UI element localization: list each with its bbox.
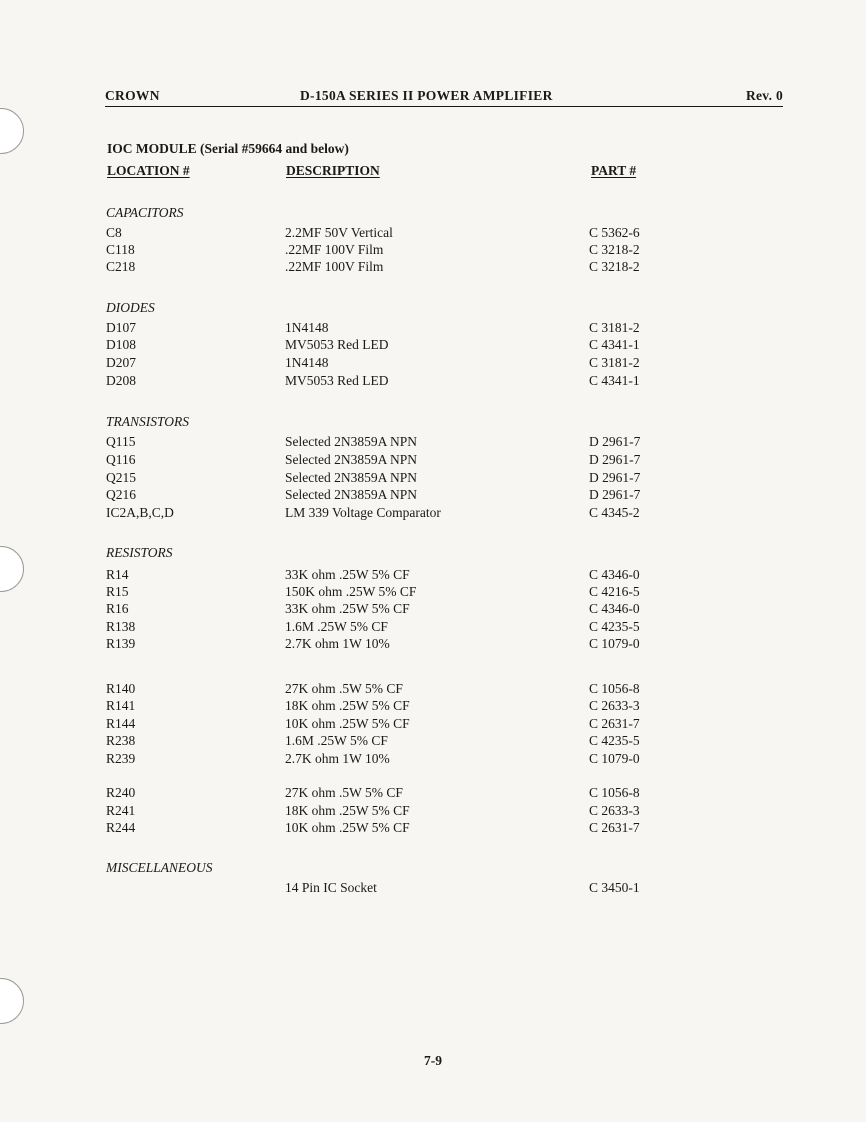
description-cell: Selected 2N3859A NPN (285, 487, 417, 502)
binder-hole (0, 978, 24, 1024)
location-cell: D107 (106, 320, 136, 335)
table-row (0, 803, 866, 820)
table-row (0, 820, 866, 837)
description-cell: 14 Pin IC Socket (285, 880, 377, 895)
part-cell: C 4346-0 (589, 601, 640, 616)
document-title: D-150A SERIES II POWER AMPLIFIER (300, 88, 553, 103)
description-cell: MV5053 Red LED (285, 337, 389, 352)
part-cell: C 4216-5 (589, 584, 640, 599)
part-cell: C 1056-8 (589, 681, 640, 696)
description-cell: 18K ohm .25W 5% CF (285, 803, 410, 818)
part-cell: C 1079-0 (589, 636, 640, 651)
description-cell: 2.2MF 50V Vertical (285, 225, 393, 240)
part-cell: C 3181-2 (589, 320, 640, 335)
section-title-resistors: RESISTORS (106, 545, 173, 560)
revision-label: Rev. 0 (745, 88, 783, 103)
table-row (0, 505, 866, 522)
table-row (0, 716, 866, 733)
description-cell: 10K ohm .25W 5% CF (285, 716, 410, 731)
header-divider (105, 106, 783, 107)
table-row (0, 567, 866, 584)
location-cell: R141 (106, 698, 136, 713)
table-row (0, 681, 866, 698)
location-cell: D207 (106, 355, 136, 370)
part-cell: C 1079-0 (589, 751, 640, 766)
location-cell: R240 (106, 785, 136, 800)
part-cell: D 2961-7 (589, 452, 641, 467)
description-cell: 18K ohm .25W 5% CF (285, 698, 410, 713)
part-cell: C 5362-6 (589, 225, 640, 240)
location-cell: R241 (106, 803, 136, 818)
table-row (0, 619, 866, 636)
table-row (0, 636, 866, 653)
table-row (0, 487, 866, 504)
part-cell: C 2631-7 (589, 820, 640, 835)
table-row (0, 355, 866, 372)
section-title-miscellaneous: MISCELLANEOUS (106, 860, 213, 875)
location-cell: R14 (106, 567, 129, 582)
table-row (0, 751, 866, 768)
table-row (0, 698, 866, 715)
section-title-diodes: DIODES (106, 300, 155, 315)
location-cell: R244 (106, 820, 136, 835)
part-cell: C 3450-1 (589, 880, 640, 895)
description-cell: 10K ohm .25W 5% CF (285, 820, 410, 835)
description-cell: 1N4148 (285, 320, 329, 335)
description-cell: Selected 2N3859A NPN (285, 452, 417, 467)
part-cell: C 3218-2 (589, 242, 640, 257)
location-cell: D208 (106, 373, 136, 388)
table-row (0, 785, 866, 802)
description-cell: MV5053 Red LED (285, 373, 389, 388)
part-cell: C 4341-1 (589, 373, 640, 388)
table-row (0, 584, 866, 601)
binder-hole (0, 108, 24, 154)
table-row (0, 225, 866, 242)
location-cell: R139 (106, 636, 136, 651)
part-cell: C 4235-5 (589, 619, 640, 634)
description-cell: .22MF 100V Film (285, 242, 384, 257)
location-cell: R138 (106, 619, 136, 634)
table-row (0, 337, 866, 354)
section-title-capacitors: CAPACITORS (106, 205, 184, 220)
column-header-part: PART # (591, 163, 637, 178)
table-row (0, 259, 866, 276)
description-cell: 27K ohm .5W 5% CF (285, 681, 403, 696)
description-cell: 2.7K ohm 1W 10% (285, 636, 390, 651)
part-cell: D 2961-7 (589, 487, 641, 502)
part-cell: D 2961-7 (589, 434, 641, 449)
location-cell: Q215 (106, 470, 136, 485)
column-header-description: DESCRIPTION (286, 163, 380, 178)
location-cell: R239 (106, 751, 136, 766)
part-cell: C 4346-0 (589, 567, 640, 582)
part-cell: C 3181-2 (589, 355, 640, 370)
part-cell: D 2961-7 (589, 470, 641, 485)
location-cell: Q115 (106, 434, 136, 449)
description-cell: 33K ohm .25W 5% CF (285, 601, 410, 616)
module-title: IOC MODULE (Serial #59664 and below) (107, 141, 349, 156)
location-cell: Q216 (106, 487, 136, 502)
part-cell: C 2633-3 (589, 803, 640, 818)
part-cell: C 4345-2 (589, 505, 640, 520)
page-header (105, 88, 783, 106)
part-cell: C 1056-8 (589, 785, 640, 800)
location-cell: Q116 (106, 452, 136, 467)
description-cell: 33K ohm .25W 5% CF (285, 567, 410, 582)
table-row (0, 373, 866, 390)
description-cell: 27K ohm .5W 5% CF (285, 785, 403, 800)
location-cell: R140 (106, 681, 136, 696)
description-cell: 1.6M .25W 5% CF (285, 619, 388, 634)
section-title-transistors: TRANSISTORS (106, 414, 190, 429)
description-cell: LM 339 Voltage Comparator (285, 505, 441, 520)
location-cell: R144 (106, 716, 136, 731)
page-number: 7-9 (424, 1053, 442, 1068)
description-cell: 1N4148 (285, 355, 329, 370)
location-cell: C8 (106, 225, 122, 240)
table-row (0, 434, 866, 451)
description-cell: .22MF 100V Film (285, 259, 384, 274)
column-header-location: LOCATION # (107, 163, 190, 178)
description-cell: 1.6M .25W 5% CF (285, 733, 388, 748)
location-cell: C218 (106, 259, 136, 274)
location-cell: R15 (106, 584, 129, 599)
location-cell: IC2A,B,C,D (106, 505, 174, 520)
table-row (0, 242, 866, 259)
table-row (0, 880, 866, 897)
table-row (0, 470, 866, 487)
location-cell: D108 (106, 337, 136, 352)
location-cell: C118 (106, 242, 135, 257)
part-cell: C 3218-2 (589, 259, 640, 274)
part-cell: C 4341-1 (589, 337, 640, 352)
part-cell: C 2631-7 (589, 716, 640, 731)
table-row (0, 601, 866, 618)
location-cell: R16 (106, 601, 129, 616)
description-cell: Selected 2N3859A NPN (285, 470, 417, 485)
location-cell: R238 (106, 733, 136, 748)
part-cell: C 4235-5 (589, 733, 640, 748)
part-cell: C 2633-3 (589, 698, 640, 713)
table-row (0, 452, 866, 469)
description-cell: 150K ohm .25W 5% CF (285, 584, 417, 599)
table-row (0, 320, 866, 337)
description-cell: 2.7K ohm 1W 10% (285, 751, 390, 766)
brand-name: CROWN (105, 88, 160, 103)
table-row (0, 733, 866, 750)
description-cell: Selected 2N3859A NPN (285, 434, 417, 449)
